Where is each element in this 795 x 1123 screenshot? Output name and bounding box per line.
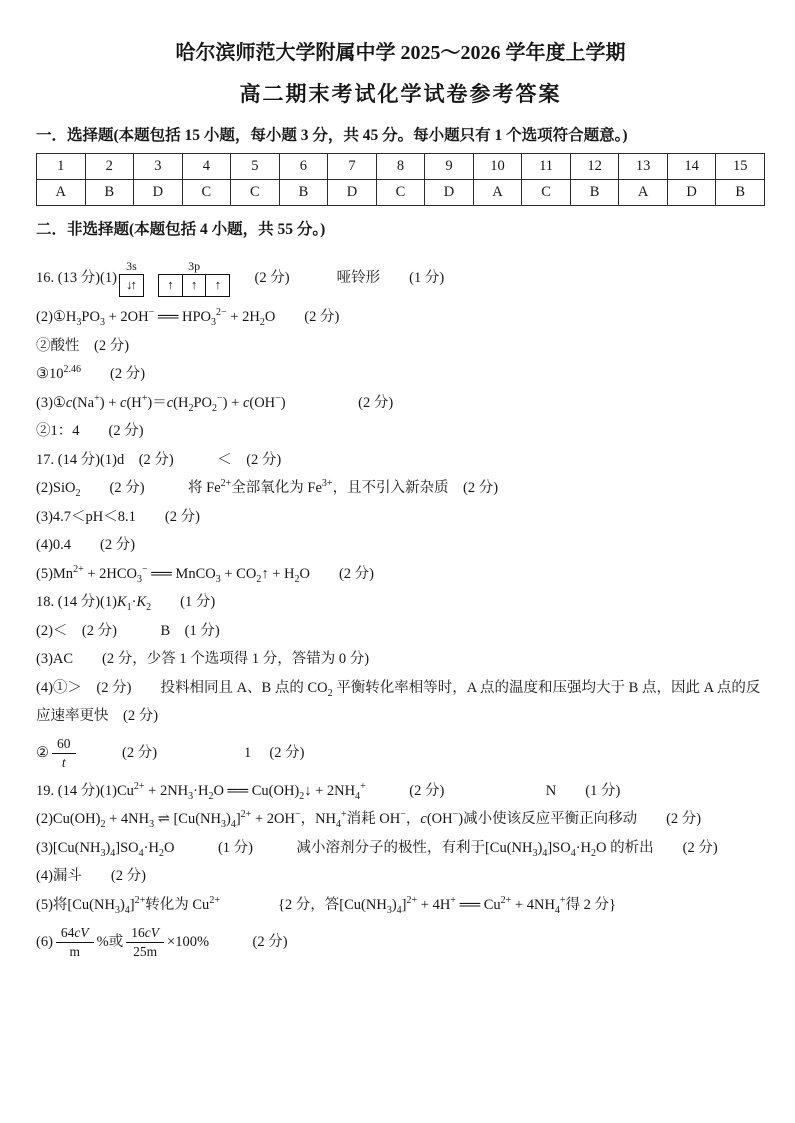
answer-line: (3)①c(Na+) + $c(H^+)=c(H_2PO_2^-) + c(OH^-)$ (2 分) xyxy=(36,392,394,414)
q16-lead-tail: (2 分) 哑铃形 (1 分) xyxy=(236,269,445,286)
fraction xyxy=(52,736,76,770)
frac-line-suffix: (2 分) 1 (2 分) xyxy=(78,745,305,762)
answer-letter-cell: C xyxy=(522,180,571,206)
question-number-cell: 9 xyxy=(425,154,474,180)
section-1-heading: 一．选择题(本题包括 15 小题，每小题 3 分，共 45 分。每小题只有 1 个选项符合题意。) xyxy=(36,127,628,144)
answer-line: (2)SiO$_2$ (2 分) 将 $Fe^{2+}$全部氧化为 $Fe^{3+}$，且不引入新杂质 (2 分) xyxy=(36,478,499,499)
answer-letter-cell: A xyxy=(473,180,522,206)
question-number-cell: 15 xyxy=(716,154,765,180)
orbital-3s-box: ↓↑ xyxy=(119,274,144,297)
answer-letter-cell: D xyxy=(425,180,474,206)
answer-letter-cell: B xyxy=(279,180,328,206)
answer-letter-cell: A xyxy=(619,180,668,206)
exam-subtitle: 高二期末考试化学试卷参考答案 xyxy=(239,82,562,106)
answer-table xyxy=(36,153,765,206)
answer-line: 18. (14 分)$(1)K_1\cdot K_2$ (1 分) xyxy=(36,594,216,613)
answer-line: $(5)Mn^{2+} + 2HCO_3^-$ ══ MnCO$_3$ + $CO_2↑ + H_2O$ (2 分) xyxy=(36,563,374,585)
answer-letter-cell: B xyxy=(570,180,619,206)
answer-line: (4)漏斗 (2 分) xyxy=(36,868,146,884)
fraction-numerator: 60 xyxy=(52,736,76,754)
question-number-cell: 14 xyxy=(667,154,716,180)
answer-letter-cell: B xyxy=(716,180,765,206)
question-number-cell: 10 xyxy=(473,154,522,180)
question-16-line-1 xyxy=(36,253,765,303)
frac-line-prefix: (6) xyxy=(36,933,53,950)
fraction-numerator: 16cV xyxy=(126,925,164,943)
frac-line-prefix: ② xyxy=(36,745,49,762)
answer-letter-cell: C xyxy=(231,180,280,206)
orbital-3p-box: ↑ xyxy=(158,274,183,297)
answer-line: (2)＜ (2 分) B (1 分) xyxy=(36,622,220,639)
answer-line: (4)0.4 (2 分) xyxy=(36,537,136,553)
orbital-3s-label: 3s xyxy=(126,259,137,273)
answer-line: (3)AC (2 分，少答 1 个选项得 1 分，答错为 0 分) xyxy=(36,651,370,667)
orbital-3p-box: ↑ xyxy=(182,274,207,297)
orbital-3s-boxes xyxy=(119,274,144,297)
question-number-cell: 8 xyxy=(376,154,425,180)
orbital-3p-box: ↑ xyxy=(205,274,230,297)
orbital-diagram xyxy=(119,259,230,297)
orbital-3p-group xyxy=(158,259,230,297)
answer-line: $(2)Cu(OH)_2 + 4NH_3$ ⇌ $[Cu(NH_3)_4]^{2+} + 2OH^-$，$NH_4^+$消耗 OH−，c(OH−)减小使该反应平衡正向移动 (2 分) xyxy=(36,809,702,830)
question-number-cell: 3 xyxy=(134,154,183,180)
answer-letter-cell: D xyxy=(328,180,377,206)
question-number-cell: 2 xyxy=(85,154,134,180)
answer-letter-cell: D xyxy=(134,180,183,206)
question-number-cell: 11 xyxy=(522,154,571,180)
answer-letter-cell: A xyxy=(37,180,86,206)
question-18-block xyxy=(36,588,765,777)
question-number-cell: 4 xyxy=(182,154,231,180)
answer-line: 17. (14 分)(1)d (2 分) ＜ (2 分) xyxy=(36,451,282,468)
answer-letter-cell: B xyxy=(85,180,134,206)
answer-line: (5)将$[Cu(NH_3)_4]^{2+}$转化为 $Cu^{2+}$ {2 分，答$[Cu(NH_3)_4]^{2+} + 4H^+$ ══ $Cu^{2+} + 4NH_4^+$得 2 分} xyxy=(36,894,617,916)
answer-line: 19. (14 分)$(1)Cu^{2+} + 2NH_3\cdot H_2O$ ══ $Cu(OH)_2↓ + 2NH_4^+$ (2 分) N (1 分) xyxy=(36,780,621,802)
answer-line: ②酸性 (2 分) xyxy=(36,337,130,354)
question-number-cell: 12 xyxy=(570,154,619,180)
answer-line: (4)①＞ (2 分) 投料相同且 A、B 点的 $CO_2$ 平衡转化率相等时，A 点的温度和压强均大于 B 点，因此 A 点的反应速率更快 (2 分) xyxy=(36,679,761,724)
fraction-denominator: m xyxy=(69,943,81,959)
answer-line: $③10^{2.46}$ (2 分) xyxy=(36,364,146,382)
fraction-numerator: 64cV xyxy=(56,925,94,943)
q16-lead-text: 16. (13 分)(1) xyxy=(36,269,117,286)
question-19-block xyxy=(36,777,765,966)
fraction-denominator: t xyxy=(61,755,66,770)
answer-letter-cell: C xyxy=(182,180,231,206)
question-number-cell: 6 xyxy=(279,154,328,180)
question-number-cell: 1 xyxy=(37,154,86,180)
answer-line: ②1：4 (2 分) xyxy=(36,423,144,439)
answer-line: $(2)①H_3PO_3 + 2OH^-$ ══ $HPO_3^{2-} + 2H_2O$ (2 分) xyxy=(36,307,340,328)
question-number-cell: 13 xyxy=(619,154,668,180)
answer-letter-cell: D xyxy=(667,180,716,206)
question-16-block xyxy=(36,253,765,446)
orbital-3p-boxes xyxy=(158,274,230,297)
orbital-3s-group xyxy=(119,259,144,297)
frac-line-suffix: ×100% (2 分) xyxy=(167,933,288,950)
question-18-fraction-line xyxy=(36,731,765,777)
answer-letter-cell: C xyxy=(376,180,425,206)
fraction xyxy=(56,925,94,959)
question-number-cell: 7 xyxy=(328,154,377,180)
fraction-denominator: 25m xyxy=(133,943,158,959)
table-answer-row xyxy=(37,180,765,206)
question-19-fraction-line xyxy=(36,919,765,965)
exam-title: 哈尔滨师范大学附属中学 2025～2026 学年度上学期 xyxy=(175,42,626,64)
question-17-block xyxy=(36,446,765,589)
answer-line: $(3)[Cu(NH_3)_4]SO_4\cdot H_2O$ (1 分) 减小溶剂分子的极性，有利于$[Cu(NH_3)_4]SO_4\cdot H_2O$ 的析出 (2 分) xyxy=(36,839,718,859)
table-number-row xyxy=(37,154,765,180)
orbital-3p-label: 3p xyxy=(188,259,201,273)
frac-line-middle: %或 xyxy=(96,933,124,950)
answer-line: (3)4.7＜pH＜8.1 (2 分) xyxy=(36,508,200,525)
fraction xyxy=(126,925,164,959)
section-2-heading: 二．非选择题(本题包括 4 小题，共 55 分。) xyxy=(36,221,326,238)
question-number-cell: 5 xyxy=(231,154,280,180)
